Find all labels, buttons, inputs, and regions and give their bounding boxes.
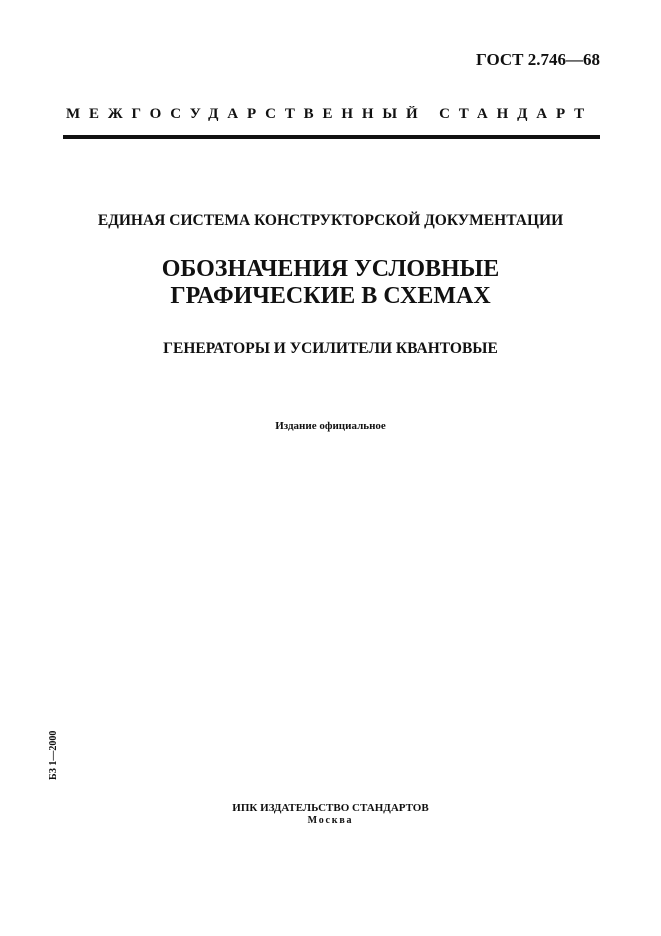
main-title-line-2: ГРАФИЧЕСКИЕ В СХЕМАХ xyxy=(170,283,491,309)
series-title: ЕДИНАЯ СИСТЕМА КОНСТРУКТОРСКОЙ ДОКУМЕНТАЦИИ xyxy=(97,212,564,229)
subtitle: ГЕНЕРАТОРЫ И УСИЛИТЕЛИ КВАНТОВЫЕ xyxy=(163,340,498,357)
side-code xyxy=(48,720,108,780)
main-title xyxy=(0,256,661,310)
side-code-text: БЗ 1—2000 xyxy=(48,730,59,780)
publisher: ИПК ИЗДАТЕЛЬСТВО СТАНДАРТОВ xyxy=(232,802,429,814)
publisher-city: Москва xyxy=(307,815,354,826)
edition-label: Издание официальное xyxy=(275,420,386,432)
standard-type-heading: МЕЖГОСУДАРСТВЕННЫЙ СТАНДАРТ xyxy=(66,106,594,122)
gost-number: ГОСТ 2.746—68 xyxy=(476,50,600,69)
header-divider xyxy=(63,135,600,139)
main-title-line-1: ОБОЗНАЧЕНИЯ УСЛОВНЫЕ xyxy=(161,256,500,282)
